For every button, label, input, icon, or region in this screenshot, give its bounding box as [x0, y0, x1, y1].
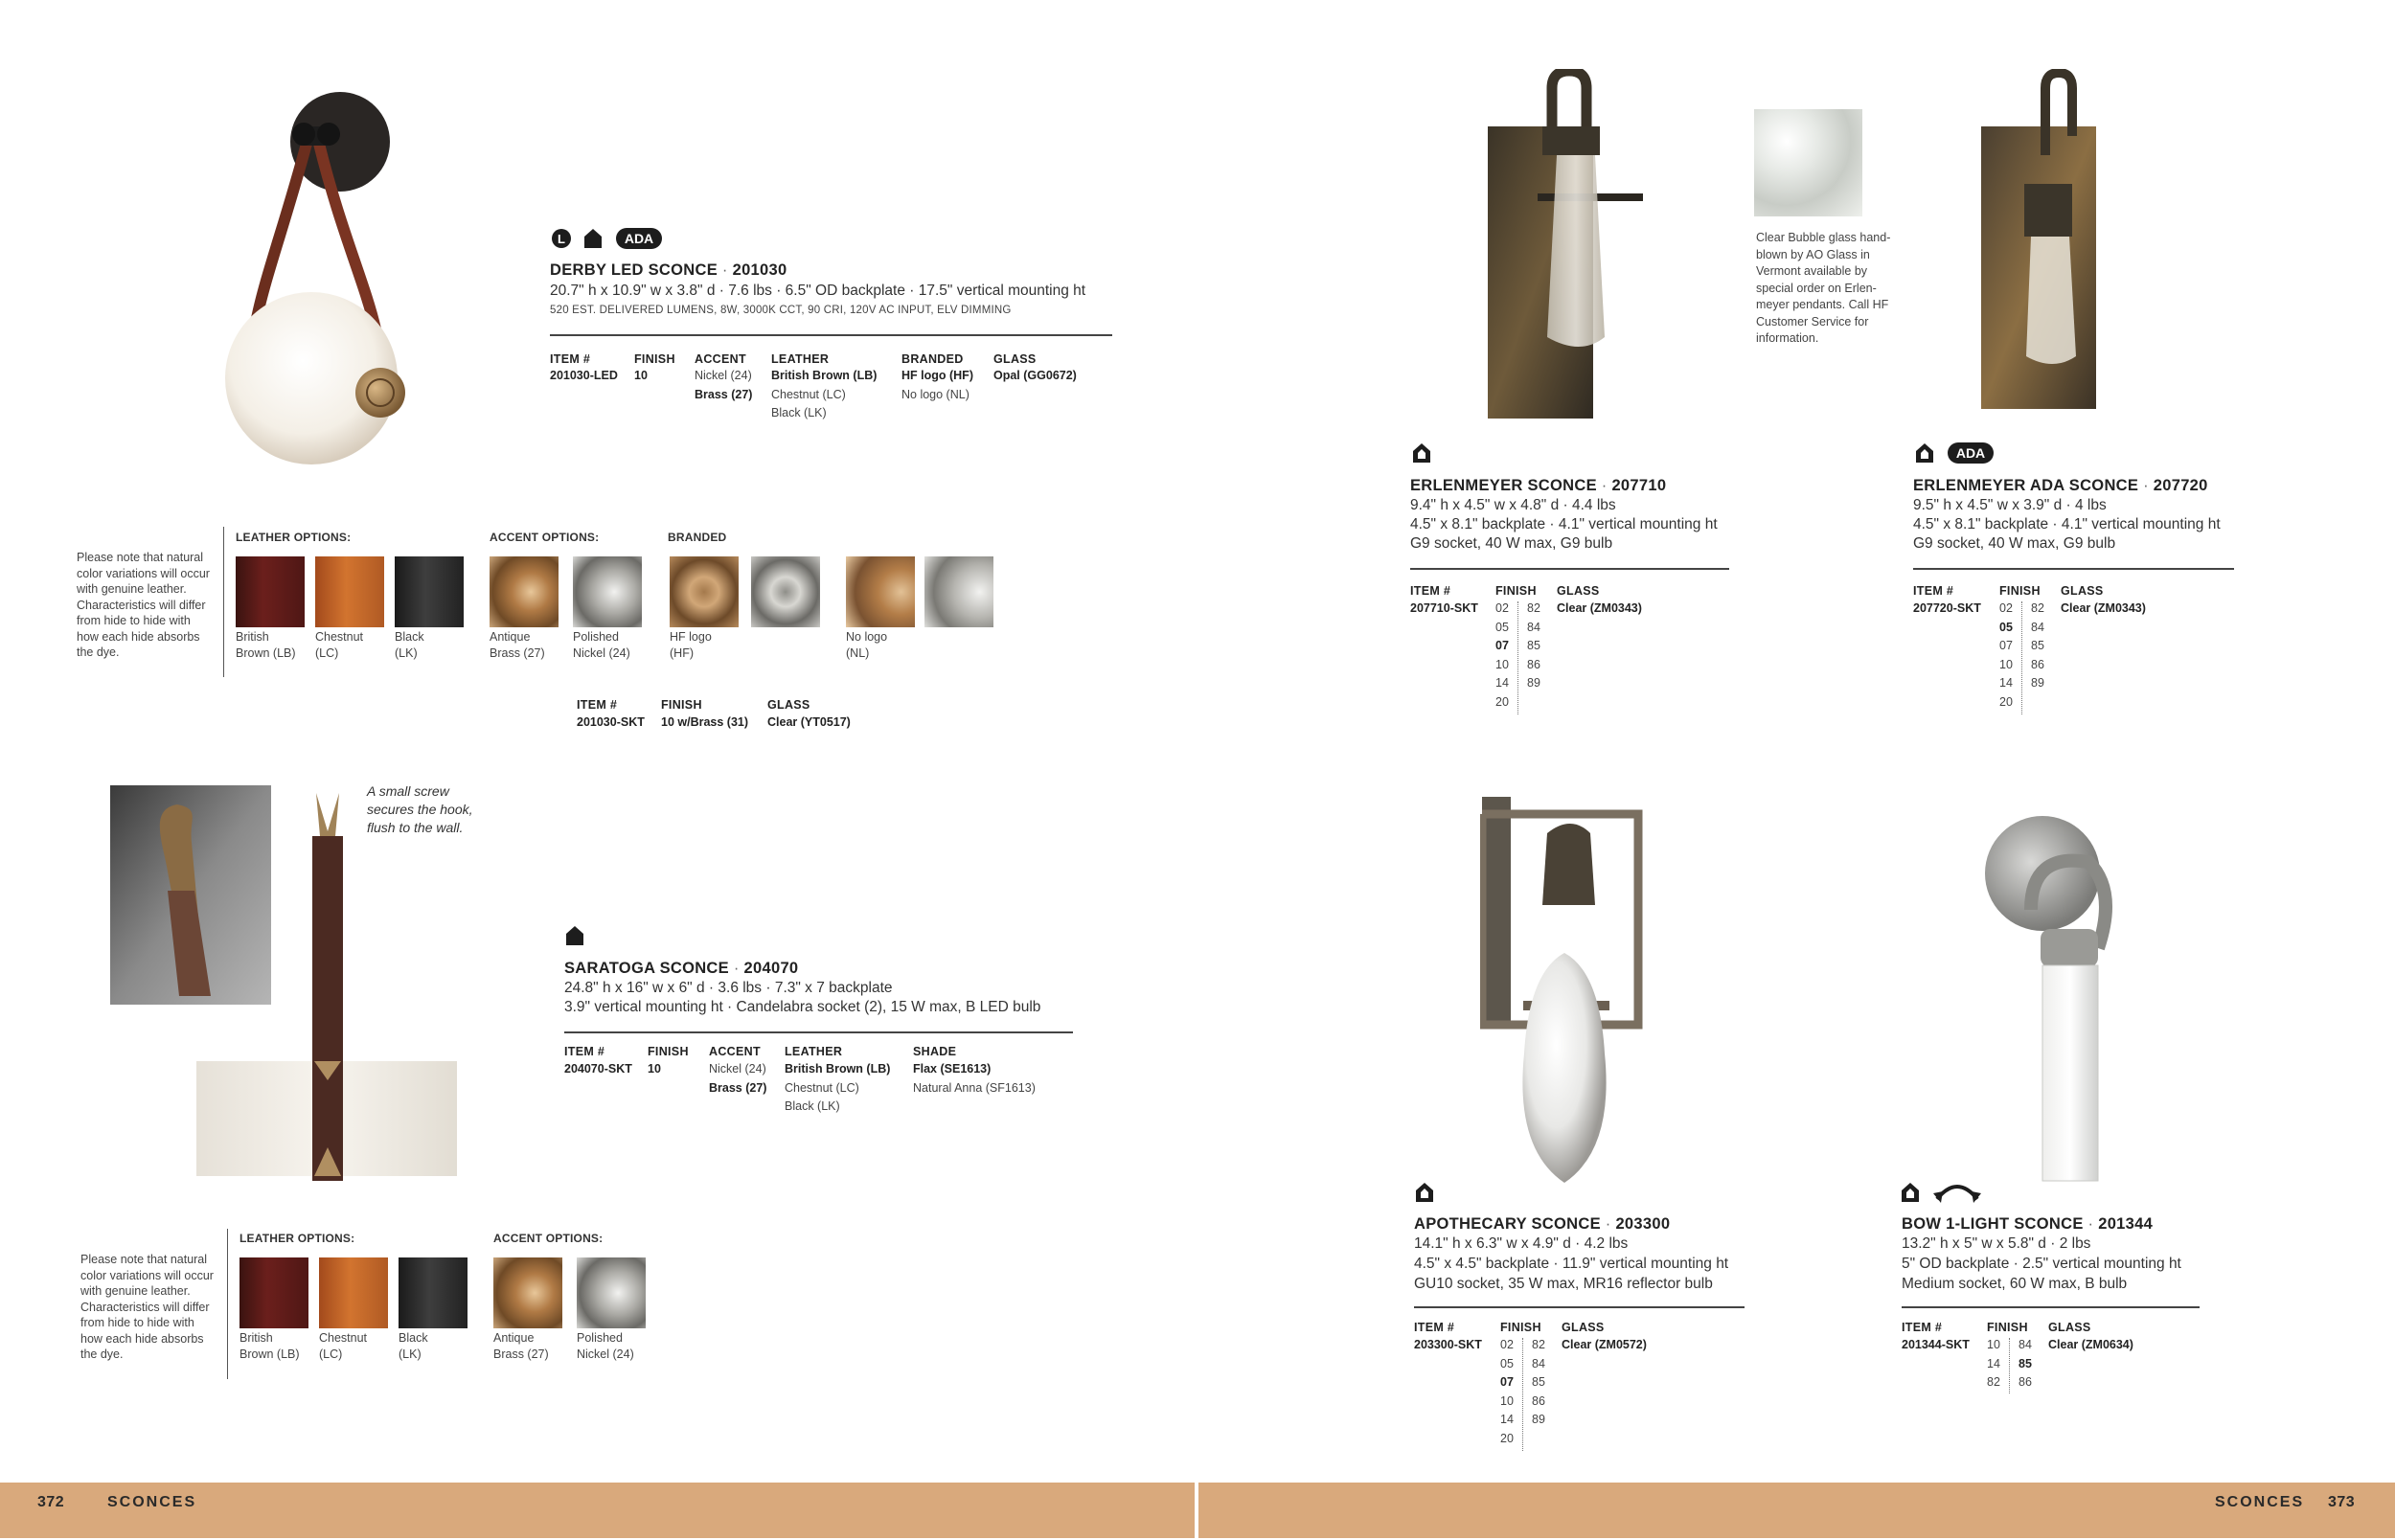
apothecary-table-rule [1414, 1306, 1745, 1308]
apothecary-spec-2: 4.5" x 4.5" backplate · 11.9" vertical mounting ht [1414, 1256, 1729, 1272]
derby-header-branded: BRANDED [901, 352, 964, 366]
swatch-caption-chestnut: Chestnut (LC) [319, 1331, 368, 1361]
derby-finish: 10 [634, 369, 648, 382]
swatch-caption-british-brown: British Brown (LB) [240, 1331, 300, 1361]
left-section-label: SCONCES [107, 1494, 197, 1510]
swatch-british-brown [240, 1257, 308, 1328]
saratoga-table-rule [564, 1031, 1073, 1033]
damp-rated-outline-icon [1915, 442, 1934, 464]
erlenmeyer-ada-header-item: ITEM # [1913, 584, 1954, 598]
derby-skt-glass: Clear (YT0517) [767, 715, 851, 729]
ada-badge: ADA [1948, 442, 1994, 464]
swatch-antique-brass [490, 556, 559, 627]
swatch-british-brown [236, 556, 305, 627]
apothecary-header-finish: FINISH [1500, 1321, 1541, 1334]
derby-skt-item: 201030-SKT [577, 715, 645, 729]
bow-spec-3: Medium socket, 60 W max, B bulb [1902, 1276, 2128, 1292]
saratoga-shade-list: Flax (SE1613) Natural Anna (SF1613) [913, 1062, 1036, 1095]
erlenmeyer-ada-item-number: 207720-SKT [1913, 601, 1981, 615]
saratoga-header-accent: ACCENT [709, 1045, 761, 1058]
swatch-chestnut [319, 1257, 388, 1328]
bow-spec-1: 13.2" h x 5" w x 5.8" d · 2 lbs [1902, 1235, 2091, 1252]
apothecary-finish-list-b: 82 84 85 86 89 [1532, 1338, 1545, 1426]
saratoga-header-leather: LEATHER [785, 1045, 843, 1058]
erlenmeyer-table-rule [1410, 568, 1729, 570]
swatch-caption-black: Black (LK) [395, 630, 424, 660]
swatch-chestnut [315, 556, 384, 627]
saratoga-title: SARATOGA SCONCE · 204070 [564, 960, 799, 977]
erlenmeyer-title: ERLENMEYER SCONCE · 207710 [1410, 477, 1667, 494]
apothecary-title: APOTHECARY SCONCE · 203300 [1414, 1215, 1671, 1233]
saratoga-leather-list: British Brown (LB) Chestnut (LC) Black (LK) [785, 1062, 891, 1113]
erlenmeyer-finish-divider [1517, 601, 1518, 714]
bow-title: BOW 1-LIGHT SCONCE · 201344 [1902, 1215, 2154, 1233]
saratoga-header-shade: SHADE [913, 1045, 957, 1058]
apothecary-sconce-image [1480, 795, 1648, 1188]
damp-rated-outline-icon [1412, 442, 1431, 464]
bow-spec-2: 5" OD backplate · 2.5" vertical mounting ht [1902, 1256, 2181, 1272]
swatch-polished-nickel [577, 1257, 646, 1328]
swatch-caption-polished-nickel: Polished Nickel (24) [573, 630, 630, 660]
erlenmeyer-spec-3: G9 socket, 40 W max, G9 bulb [1410, 535, 1613, 552]
bow-finish-list-a: 10 14 82 [1987, 1338, 2000, 1389]
swatch-hf-logo-brass [670, 556, 739, 627]
saratoga-header-finish: FINISH [648, 1045, 689, 1058]
swatch-caption-polished-nickel: Polished Nickel (24) [577, 1331, 634, 1361]
bow-item-number: 201344-SKT [1902, 1338, 1970, 1351]
derby-accent-options-label: ACCENT OPTIONS: [490, 531, 600, 544]
apothecary-glass: Clear (ZM0572) [1562, 1338, 1647, 1351]
erlenmeyer-ada-spec-3: G9 socket, 40 W max, G9 bulb [1913, 535, 2116, 552]
swatch-caption-hf-logo: HF logo (HF) [670, 630, 712, 660]
damp-rated-outline-icon [1901, 1182, 1920, 1203]
bow-header-glass: GLASS [2048, 1321, 2091, 1334]
saratoga-finish: 10 [648, 1062, 661, 1076]
saratoga-hook-caption: A small screw secures the hook, flush to the wall. [367, 783, 473, 835]
apothecary-finish-divider [1522, 1338, 1523, 1451]
erlenmeyer-header-item: ITEM # [1410, 584, 1451, 598]
swatch-antique-brass [493, 1257, 562, 1328]
bow-sconce-image [1973, 814, 2127, 1183]
erlenmeyer-ada-sconce-image [1978, 69, 2098, 414]
swatch-black [395, 556, 464, 627]
derby-spec-electrical: 520 EST. DELIVERED LUMENS, 8W, 3000K CCT, 90 CRI, 120V AC INPUT, ELV DIMMING [550, 305, 1012, 316]
derby-options-divider [223, 527, 224, 677]
bow-table-rule [1902, 1306, 2200, 1308]
derby-glass: Opal (GG0672) [993, 369, 1077, 382]
derby-branded-label: BRANDED [668, 531, 727, 544]
derby-header-leather: LEATHER [771, 352, 830, 366]
erlenmeyer-header-finish: FINISH [1495, 584, 1537, 598]
derby-leather-note: Please note that natural color variations will occur with genuine leather. Characteristics will differ from hide to hide with how each hide absorbs the dye. [77, 551, 210, 659]
erlenmeyer-glass: Clear (ZM0343) [1557, 601, 1642, 615]
derby-table-rule [550, 334, 1112, 336]
saratoga-accent-options-label: ACCENT OPTIONS: [493, 1232, 604, 1245]
derby-skt-header-glass: GLASS [767, 698, 810, 712]
saratoga-sconce-image [192, 793, 462, 1182]
swatch-caption-no-logo: No logo (NL) [846, 630, 888, 660]
swatch-caption-antique-brass: Antique Brass (27) [490, 630, 545, 660]
ada-badge: ADA [616, 228, 662, 249]
erlenmeyer-spec-2: 4.5" x 8.1" backplate · 4.1" vertical mounting ht [1410, 516, 1718, 532]
erlenmeyer-finish-list-b: 82 84 85 86 89 [1527, 601, 1540, 690]
erlenmeyer-ada-spec-2: 4.5" x 8.1" backplate · 4.1" vertical mounting ht [1913, 516, 2221, 532]
apothecary-header-glass: GLASS [1562, 1321, 1605, 1334]
swatch-caption-antique-brass: Antique Brass (27) [493, 1331, 549, 1361]
derby-title: DERBY LED SCONCE · 201030 [550, 261, 787, 279]
erlenmeyer-ada-finish-list-b: 82 84 85 86 89 [2031, 601, 2044, 690]
derby-header-finish: FINISH [634, 352, 675, 366]
swatch-hf-logo-nickel [751, 556, 820, 627]
erlenmeyer-sconce-image [1485, 69, 1691, 423]
swatch-polished-nickel [573, 556, 642, 627]
apothecary-finish-list-a: 02 05 07 10 14 20 [1500, 1338, 1514, 1445]
saratoga-leather-note: Please note that natural color variations will occur with genuine leather. Characteristics will differ from hide to hide with how each hide absorbs the dye. [80, 1253, 214, 1361]
derby-sconce-image [216, 77, 417, 503]
bubble-glass-note: Clear Bubble glass hand-blown by AO Glass in Vermont available by special order on Erlen-meyer pendants. Call HF Customer Service for information. [1756, 231, 1891, 345]
derby-header-accent: ACCENT [695, 352, 746, 366]
svg-text:L: L [558, 232, 565, 246]
l-badge-icon [551, 228, 572, 249]
erlenmeyer-ada-title: ERLENMEYER ADA SCONCE · 207720 [1913, 477, 2208, 494]
erlenmeyer-ada-header-finish: FINISH [1999, 584, 2041, 598]
bow-finish-list-b: 84 85 86 [2019, 1338, 2032, 1389]
erlenmeyer-spec-1: 9.4" h x 4.5" w x 4.8" d · 4.4 lbs [1410, 497, 1616, 513]
derby-spec-dimensions: 20.7" h x 10.9" w x 3.8" d · 7.6 lbs · 6.5" OD backplate · 17.5" vertical mounting ht [550, 283, 1086, 299]
saratoga-header-item: ITEM # [564, 1045, 605, 1058]
adjustable-rotation-icon [1933, 1180, 1981, 1205]
swatch-no-logo-brass [846, 556, 915, 627]
saratoga-accent-list: Nickel (24) Brass (27) [709, 1062, 767, 1095]
swatch-caption-black: Black (LK) [399, 1331, 428, 1361]
bow-finish-divider [2009, 1338, 2010, 1393]
swatch-no-logo-nickel [924, 556, 993, 627]
swatch-black [399, 1257, 468, 1328]
derby-accent-list: Nickel (24) Brass (27) [695, 369, 753, 401]
erlenmeyer-ada-finish-divider [2021, 601, 2022, 714]
left-page-number: 372 [37, 1494, 65, 1510]
damp-rated-icon [583, 228, 603, 249]
derby-leather-options-label: LEATHER OPTIONS: [236, 531, 352, 544]
derby-skt-header-finish: FINISH [661, 698, 702, 712]
saratoga-item-number: 204070-SKT [564, 1062, 632, 1076]
derby-leather-list: British Brown (LB) Chestnut (LC) Black (LK) [771, 369, 878, 419]
saratoga-options-divider [227, 1229, 228, 1379]
erlenmeyer-ada-glass: Clear (ZM0343) [2061, 601, 2146, 615]
apothecary-spec-1: 14.1" h x 6.3" w x 4.9" d · 4.2 lbs [1414, 1235, 1629, 1252]
damp-rated-icon [565, 925, 584, 946]
right-page-number: 373 [2328, 1494, 2356, 1510]
apothecary-item-number: 203300-SKT [1414, 1338, 1482, 1351]
damp-rated-outline-icon [1415, 1182, 1434, 1203]
erlenmeyer-ada-spec-1: 9.5" h x 4.5" w x 3.9" d · 4 lbs [1913, 497, 2107, 513]
bow-glass: Clear (ZM0634) [2048, 1338, 2133, 1351]
erlenmeyer-ada-table-rule [1913, 568, 2234, 570]
derby-skt-header-item: ITEM # [577, 698, 618, 712]
swatch-caption-chestnut: Chestnut (LC) [315, 630, 364, 660]
saratoga-spec-1: 24.8" h x 16" w x 6" d · 3.6 lbs · 7.3" x 7 backplate [564, 980, 893, 996]
derby-header-glass: GLASS [993, 352, 1037, 366]
right-section-label: SCONCES [2215, 1494, 2305, 1510]
erlenmeyer-item-number: 207710-SKT [1410, 601, 1478, 615]
apothecary-spec-3: GU10 socket, 35 W max, MR16 reflector bulb [1414, 1276, 1713, 1292]
erlenmeyer-header-glass: GLASS [1557, 584, 1600, 598]
saratoga-spec-2: 3.9" vertical mounting ht · Candelabra socket (2), 15 W max, B LED bulb [564, 999, 1041, 1015]
derby-header-item: ITEM # [550, 352, 591, 366]
saratoga-leather-options-label: LEATHER OPTIONS: [240, 1232, 355, 1245]
apothecary-header-item: ITEM # [1414, 1321, 1455, 1334]
derby-item-number: 201030-LED [550, 369, 618, 382]
bow-header-finish: FINISH [1987, 1321, 2028, 1334]
erlenmeyer-ada-finish-list-a: 02 05 07 10 14 20 [1999, 601, 2013, 709]
swatch-caption-british-brown: British Brown (LB) [236, 630, 296, 660]
bubble-glass-thumbnail [1754, 109, 1862, 216]
erlenmeyer-finish-list-a: 02 05 07 10 14 20 [1495, 601, 1509, 709]
erlenmeyer-ada-header-glass: GLASS [2061, 584, 2104, 598]
derby-branded-list: HF logo (HF) No logo (NL) [901, 369, 973, 401]
bow-header-item: ITEM # [1902, 1321, 1943, 1334]
derby-skt-finish: 10 w/Brass (31) [661, 715, 749, 729]
